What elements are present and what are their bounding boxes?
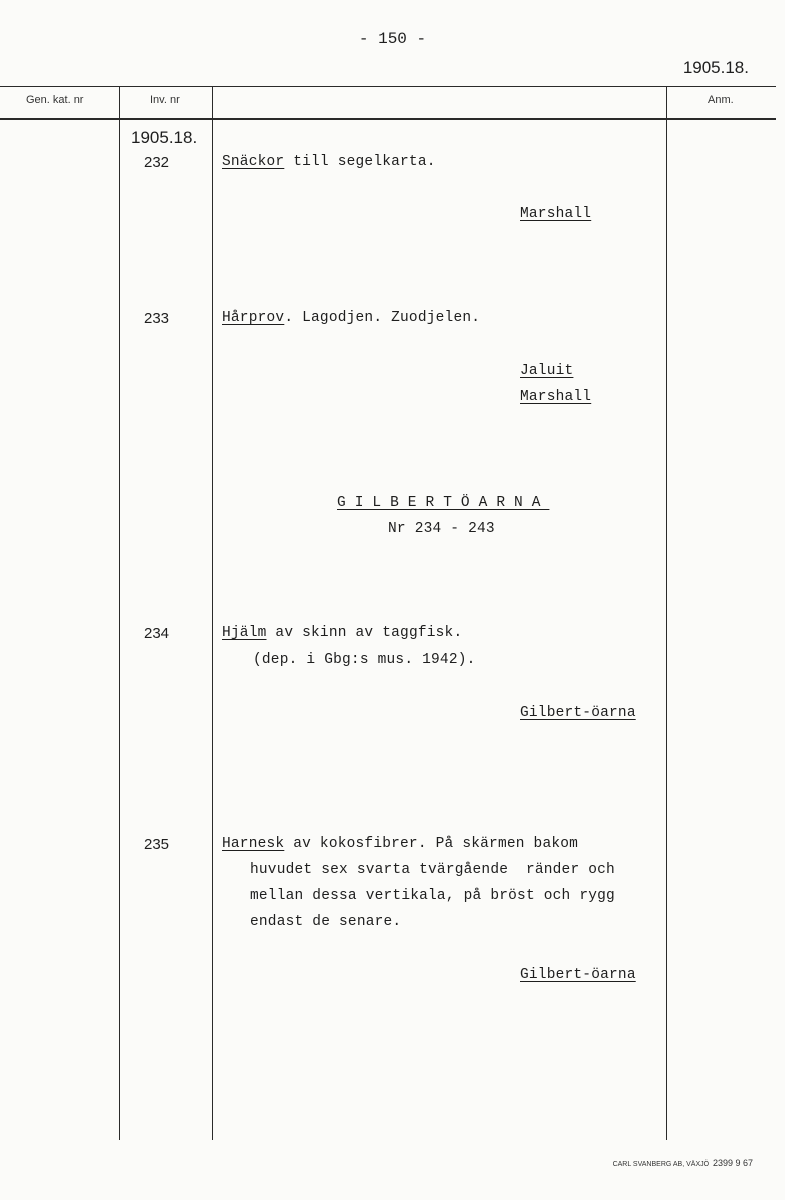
printer-name: CARL SVANBERG AB, VÄXJÖ xyxy=(612,1161,710,1168)
inv-number: 233 xyxy=(144,310,170,327)
entry-description xyxy=(222,310,480,326)
year-in-column: 1905.18. xyxy=(131,128,198,147)
entry-title: Hårprov xyxy=(222,310,285,326)
entry-description xyxy=(222,836,578,852)
entry-line: mellan dessa vertikala, på bröst och rygg xyxy=(250,888,615,904)
entry-place: Gilbert-öarna xyxy=(520,705,636,721)
entry-line: endast de senare. xyxy=(250,914,402,930)
inv-number: 234 xyxy=(144,625,170,642)
column-header-gen-kat: Gen. kat. nr xyxy=(26,94,84,106)
inv-number: 232 xyxy=(144,154,170,171)
page-number: - 150 - xyxy=(358,30,427,48)
column-header-inv: Inv. nr xyxy=(150,94,180,106)
entry-title: Snäckor xyxy=(222,154,285,170)
entry-place: Marshall xyxy=(520,206,592,222)
entry-text: av kokosfibrer. På skärmen bakom xyxy=(284,836,579,852)
entry-text: . Lagodjen. Zuodjelen. xyxy=(284,310,481,326)
entry-text: av skinn av taggfisk. xyxy=(266,625,463,641)
header-bottom-rule xyxy=(0,118,776,120)
inv-number: 235 xyxy=(144,836,170,853)
section-heading: GILBERTÖARNA xyxy=(337,495,550,511)
header-top-rule xyxy=(0,86,776,87)
entry-title: Harnesk xyxy=(222,836,285,852)
entry-line: huvudet sex svarta tvärgående ränder och xyxy=(250,862,615,878)
column-divider-1 xyxy=(119,86,120,1140)
entry-place: Gilbert-öarna xyxy=(520,967,636,983)
year-header: 1905.18. xyxy=(682,58,749,77)
column-header-anm: Anm. xyxy=(708,94,734,106)
section-range: Nr 234 - 243 xyxy=(388,521,495,537)
entry-title: Hjälm xyxy=(222,625,267,641)
column-divider-2 xyxy=(212,86,213,1140)
form-code: 2399 9 67 xyxy=(712,1158,753,1168)
entry-description xyxy=(222,625,462,641)
printer-mark xyxy=(613,1158,753,1168)
entry-description xyxy=(222,154,436,170)
entry-place: Marshall xyxy=(520,389,592,405)
column-divider-3 xyxy=(666,86,667,1140)
entry-text: till segelkarta. xyxy=(284,154,436,170)
entry-line: (dep. i Gbg:s mus. 1942). xyxy=(253,652,476,668)
entry-place: Jaluit xyxy=(520,363,574,379)
